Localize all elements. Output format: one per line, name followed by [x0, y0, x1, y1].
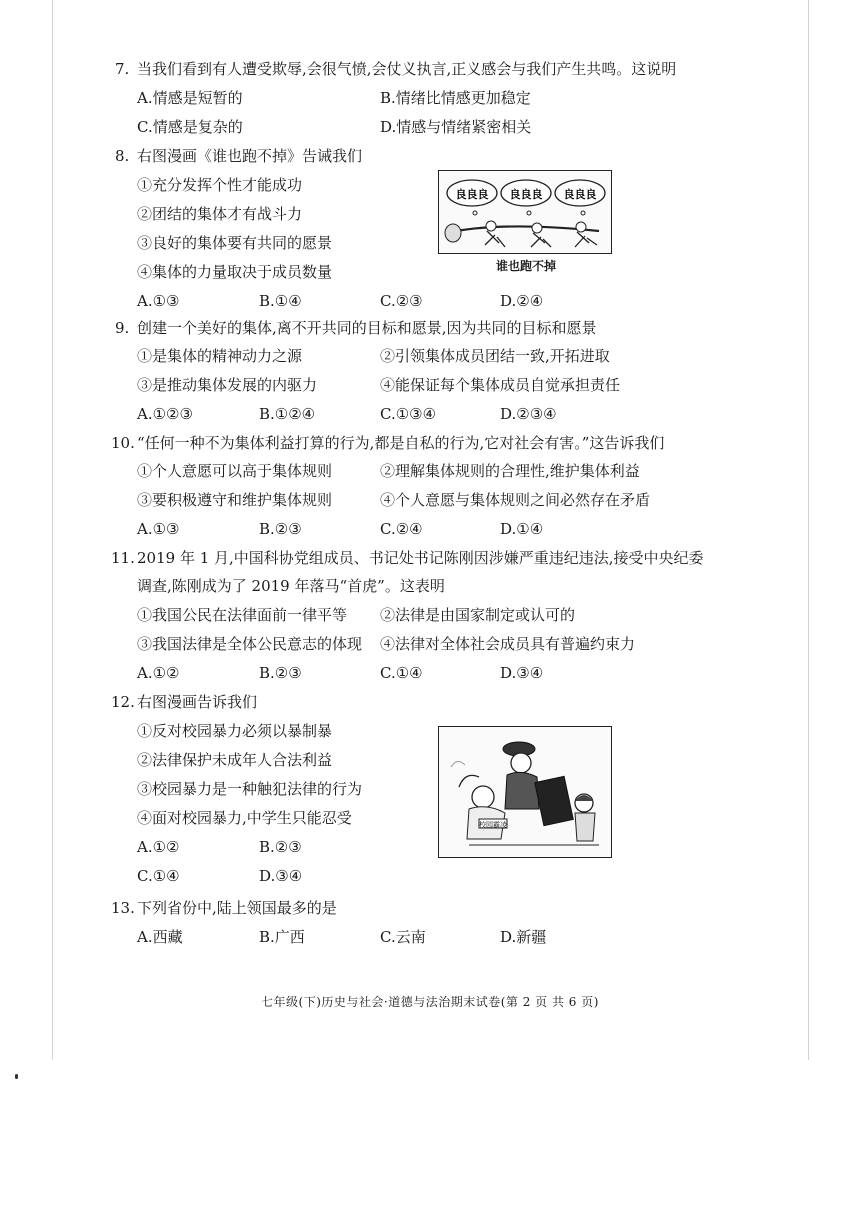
q11-option-c: C.①④ [380, 664, 423, 682]
question-11-stem-line2: 调查,陈刚成为了 2019 年落马“首虎”。这表明 [137, 577, 445, 595]
q7-option-c: C.情感是复杂的 [137, 118, 243, 136]
q10-item-1: ①个人意愿可以高于集体规则 [137, 462, 333, 480]
q11-option-a: A.①② [137, 664, 180, 682]
question-number: 13. [111, 899, 135, 917]
q11-option-d: D.③④ [500, 664, 544, 682]
bubble-text-3: 良良良 [563, 188, 597, 201]
q8-option-b: B.①④ [259, 292, 302, 310]
q9-item-1: ①是集体的精神动力之源 [137, 347, 303, 365]
q11-item-3: ③我国法律是全体公民意志的体现 [137, 635, 363, 653]
question-text: 右图漫画告诉我们 [137, 693, 258, 711]
cartoon-school-bullying-drawing [439, 727, 611, 857]
q9-option-b: B.①②④ [259, 405, 316, 423]
question-number: 11. [111, 549, 135, 567]
q8-item-1: ①充分发挥个性才能成功 [137, 176, 303, 194]
cartoon-caption: 谁也跑不掉 [496, 259, 557, 273]
q9-item-2: ②引领集体成员团结一致,开拓进取 [380, 347, 610, 365]
cartoon-nobody-escapes-drawing [439, 171, 611, 253]
q7-option-b: B.情绪比情感更加稳定 [380, 89, 531, 107]
question-12-stem [111, 693, 257, 711]
q7-option-d: D.情感与情绪紧密相关 [380, 118, 532, 136]
q10-item-2: ②理解集体规则的合理性,维护集体利益 [380, 462, 640, 480]
q12-option-d: D.③④ [259, 867, 303, 885]
question-number: 10. [111, 434, 135, 452]
q10-option-d: D.①④ [500, 520, 544, 538]
q12-option-b: B.②③ [259, 838, 302, 856]
bubble-text-1: 良良良 [455, 188, 489, 201]
q8-item-2: ②团结的集体才有战斗力 [137, 205, 303, 223]
bubble-text-2: 良良良 [509, 188, 543, 201]
q10-item-3: ③要积极遵守和维护集体规则 [137, 491, 333, 509]
scan-edge-right [808, 0, 809, 1060]
q8-option-d: D.②④ [500, 292, 544, 310]
q11-item-2: ②法律是由国家制定或认可的 [380, 606, 576, 624]
q8-option-c: C.②③ [380, 292, 423, 310]
q12-item-3: ③校园暴力是一种触犯法律的行为 [137, 780, 363, 798]
question-11-stem [111, 549, 704, 567]
scan-speck [15, 1074, 18, 1079]
q10-option-c: C.②④ [380, 520, 423, 538]
question-8-stem [115, 147, 362, 165]
cartoon-school-bullying [438, 726, 612, 858]
q9-option-c: C.①③④ [380, 405, 437, 423]
question-text: 右图漫画《谁也跑不掉》告诫我们 [137, 147, 363, 165]
cartoon-nobody-escapes [438, 170, 612, 254]
q11-item-1: ①我国公民在法律面前一律平等 [137, 606, 348, 624]
question-number: 7. [115, 60, 130, 78]
q12-option-c: C.①④ [137, 867, 180, 885]
q8-item-4: ④集体的力量取决于成员数量 [137, 263, 333, 281]
q9-item-4: ④能保证每个集体成员自觉承担责任 [380, 376, 621, 394]
q10-item-4: ④个人意愿与集体规则之间必然存在矛盾 [380, 491, 651, 509]
bully-label: 校园霸凌 [479, 821, 507, 829]
q13-option-b: B.广西 [259, 928, 305, 946]
q10-option-a: A.①③ [137, 520, 180, 538]
q12-item-1: ①反对校园暴力必须以暴制暴 [137, 722, 333, 740]
q9-option-a: A.①②③ [137, 405, 193, 423]
q7-option-a: A.情感是短暂的 [137, 89, 243, 107]
question-10-stem [111, 434, 664, 452]
question-text: 下列省份中,陆上领国最多的是 [137, 899, 337, 917]
question-text: 当我们看到有人遭受欺辱,会很气愤,会仗义执言,正义感会与我们产生共鸣。这说明 [137, 60, 677, 78]
q13-option-c: C.云南 [380, 928, 426, 946]
q12-option-a: A.①② [137, 838, 180, 856]
q13-option-d: D.新疆 [500, 928, 547, 946]
q9-item-3: ③是推动集体发展的内驱力 [137, 376, 318, 394]
question-number: 8. [115, 147, 130, 165]
scan-edge-left [52, 0, 53, 1060]
q8-option-a: A.①③ [137, 292, 180, 310]
question-9-stem [115, 319, 597, 337]
q11-item-4: ④法律对全体社会成员具有普遍约束力 [380, 635, 636, 653]
q9-option-d: D.②③④ [500, 405, 557, 423]
q13-option-a: A.西藏 [137, 928, 183, 946]
question-number: 9. [115, 319, 130, 337]
question-7-stem [115, 60, 676, 78]
question-text: 2019 年 1 月,中国科协党组成员、书记处书记陈刚因涉嫌严重违纪违法,接受中央纪委 [137, 549, 704, 567]
q12-item-2: ②法律保护未成年人合法利益 [137, 751, 333, 769]
question-text: 创建一个美好的集体,离不开共同的目标和愿景,因为共同的目标和愿景 [137, 319, 597, 337]
question-number: 12. [111, 693, 135, 711]
question-13-stem [111, 899, 337, 917]
q10-option-b: B.②③ [259, 520, 302, 538]
q8-item-3: ③良好的集体要有共同的愿景 [137, 234, 333, 252]
page-footer: 七年级(下)历史与社会·道德与法治期末试卷(第 2 页 共 6 页) [261, 995, 599, 1009]
question-text: “任何一种不为集体利益打算的行为,都是自私的行为,它对社会有害。”这告诉我们 [137, 434, 665, 452]
q11-option-b: B.②③ [259, 664, 302, 682]
q12-item-4: ④面对校园暴力,中学生只能忍受 [137, 809, 352, 827]
